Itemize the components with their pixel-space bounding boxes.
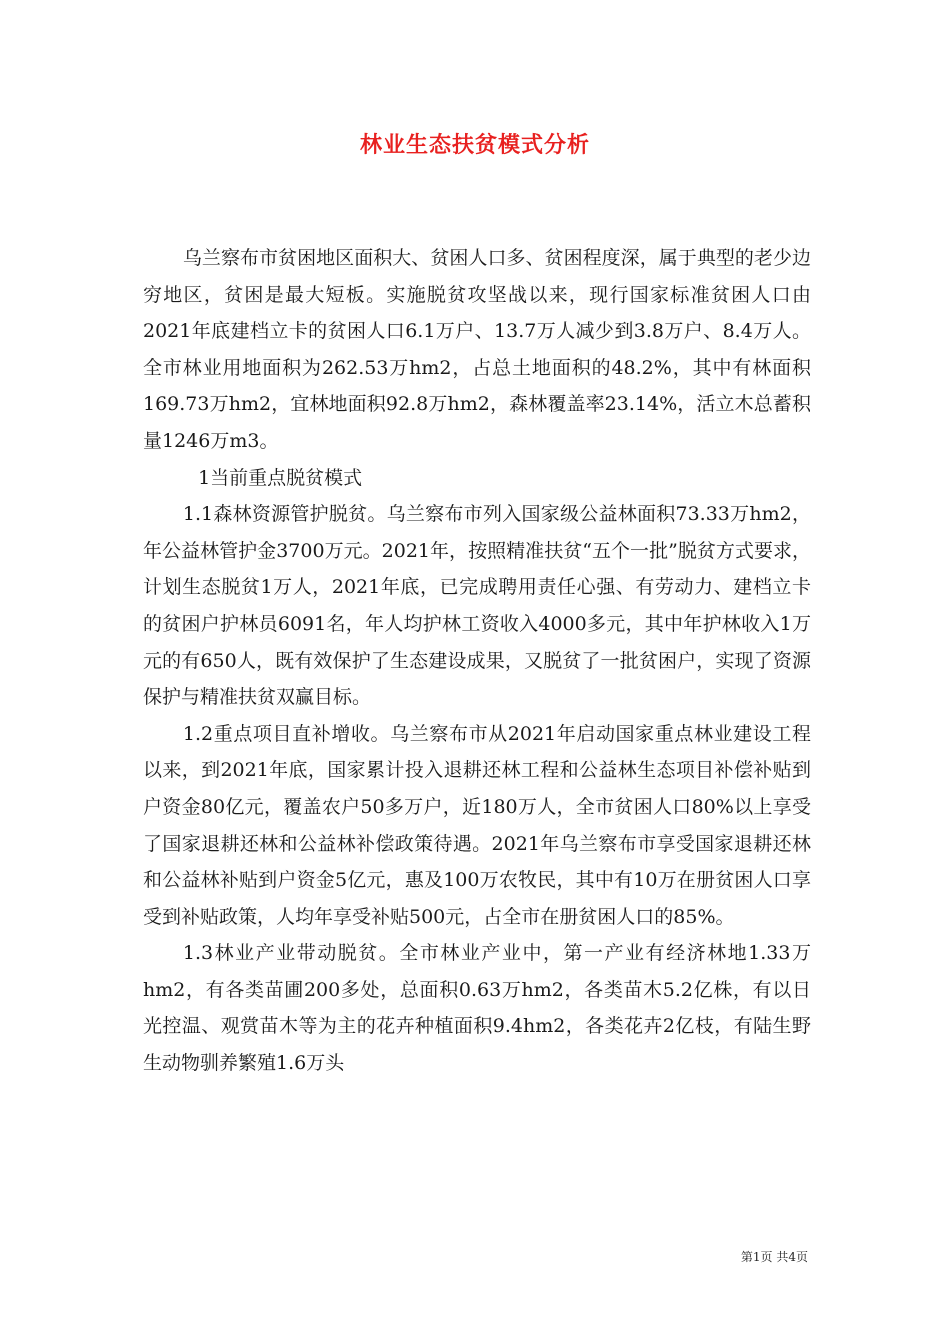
intro-paragraph: 乌兰察布市贫困地区面积大、贫困人口多、贫困程度深，属于典型的老少边穷地区，贫困是最大短板。实施脱贫攻坚战以来，现行国家标准贫困人口由2021年底建档立卡的贫困人口6.1万户、13.7万人减少到3.8万户、8.4万人。全市林业用地面积为262.53万hm2，占总土地面积的48.2%，其中有林面积169.73万hm2，宜林地面积92.8万hm2，森林覆盖率23.14%，活立木总蓄积量1246万m3。 bbox=[143, 247, 811, 452]
document-body bbox=[143, 240, 811, 1082]
document-title: 林业生态扶贫模式分析 bbox=[359, 132, 590, 158]
paragraph-1-2: 1.2重点项目直补增收。乌兰察布市从2021年启动国家重点林业建设工程以来，到2021年底，国家累计投入退耕还林工程和公益林生态项目补偿补贴到户资金80亿元，覆盖农户50多万户，近180万人，全市贫困人口80%以上享受了国家退耕还林和公益林补偿政策待遇。2021年乌兰察布市享受国家退耕还林和公益林补贴到户资金5亿元，惠及100万农牧民，其中有10万在册贫困人口享受到补贴政策，人均年享受补贴500元，占全市在册贫困人口的85%。 bbox=[143, 722, 811, 928]
section-heading: 1当前重点脱贫模式 bbox=[198, 466, 363, 489]
page-number: 第1页 共4页 bbox=[740, 1250, 808, 1264]
paragraph-1-1: 1.1森林资源管护脱贫。乌兰察布市列入国家级公益林面积73.33万hm2，年公益林管护金3700万元。2021年，按照精准扶贫“五个一批”脱贫方式要求，计划生态脱贫1万人，2021年底，已完成聘用责任心强、有劳动力、建档立卡的贫困户护林员6091名，年人均护林工资收入4000多元，其中年护林收入1万元的有650人，既有效保护了生态建设成果，又脱贫了一批贫困户，实现了资源保护与精准扶贫双赢目标。 bbox=[143, 503, 811, 709]
paragraph-1-3: 1.3林业产业带动脱贫。全市林业产业中，第一产业有经济林地1.33万hm2，有各类苗圃200多处，总面积0.63万hm2，各类苗木5.2亿株，有以日光控温、观赏苗木等为主的花卉种植面积9.4hm2，各类花卉2亿枝，有陆生野生动物驯养繁殖1.6万头 bbox=[143, 942, 811, 1075]
